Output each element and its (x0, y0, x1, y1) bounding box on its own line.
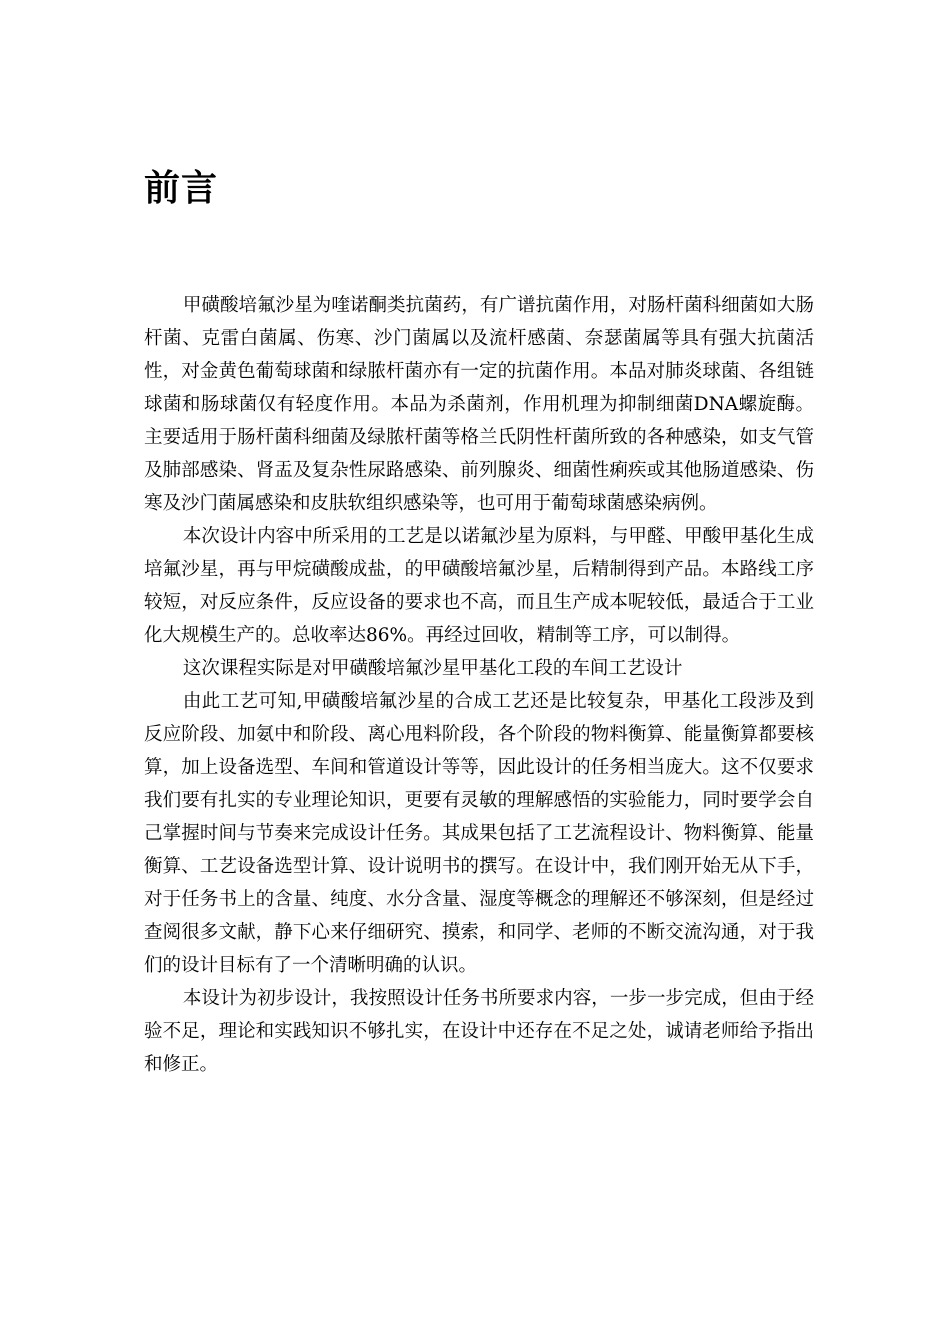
paragraph-5: 本设计为初步设计，我按照设计任务书所要求内容，一步一步完成，但由于经验不足，理论和实践知识不够扎实，在设计中还存在不足之处，诚请老师给予指出和修正。 (144, 988, 814, 1075)
paragraph-3: 这次课程实际是对甲磺酸培氟沙星甲基化工段的车间工艺设计 (182, 658, 683, 679)
paragraph-1: 甲磺酸培氟沙星为喹诺酮类抗菌药，有广谱抗菌作用，对肠杆菌科细菌如大肠杆菌、克雷白菌属、伤寒、沙门菌属以及流杆感菌、奈瑟菌属等具有强大抗菌活性，对金黄色葡萄球菌和绿脓杆菌亦有一定的抗菌作用。本品对肺炎球菌、各组链球菌和肠球菌仅有轻度作用。本品为杀菌剂，作用机理为抑制细菌DNA螺旋酶。主要适用于肠杆菌科细菌及绿脓杆菌等格兰氏阴性杆菌所致的各种感染，如支气管及肺部感染、肾盂及复杂性尿路感染、前列腺炎、细菌性痢疾或其他肠道感染、伤寒及沙门菌属感染和皮肤软组织感染等，也可用于葡萄球菌感染病例。 (144, 295, 814, 514)
paragraph-4: 由此工艺可知,甲磺酸培氟沙星的合成工艺还是比较复杂，甲基化工段涉及到反应阶段、加氨中和阶段、离心甩料阶段，各个阶段的物料衡算、能量衡算都要核算，加上设备选型、车间和管道设计等等，因此设计的任务相当庞大。这不仅要求我们要有扎实的专业理论知识，更要有灵敏的理解感悟的实验能力，同时要学会自己掌握时间与节奏来完成设计任务。其成果包括了工艺流程设计、物料衡算、能量衡算、工艺设备选型计算、设计说明书的撰写。在设计中，我们刚开始无从下手，对于任务书上的含量、纯度、水分含量、湿度等概念的理解还不够深刻，但是经过查阅很多文献，静下心来仔细研究、摸索，和同学、老师的不断交流沟通，对于我们的设计目标有了一个清晰明确的认识。 (144, 691, 814, 976)
paragraph-2: 本次设计内容中所采用的工艺是以诺氟沙星为原料，与甲醛、甲酸甲基化生成培氟沙星，再与甲烷磺酸成盐，的甲磺酸培氟沙星，后精制得到产品。本路线工序较短，对反应条件，反应设备的要求也不高，而且生产成本呢较低，最适合于工业化大规模生产的。总收率达86%。再经过回收，精制等工序，可以制得。 (144, 526, 814, 646)
body-text (144, 289, 814, 1081)
page-title: 前言 (144, 167, 219, 209)
